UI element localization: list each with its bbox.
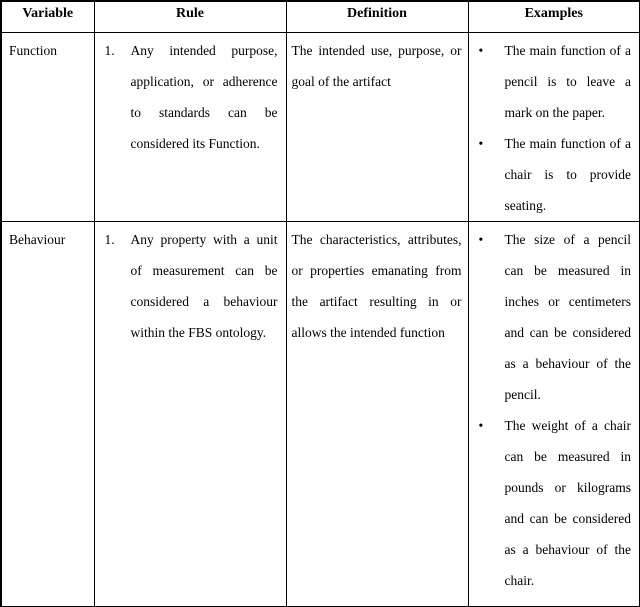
bullet-icon: • — [478, 418, 484, 433]
numbered-list-item — [105, 35, 278, 159]
col-header-examples: Examples — [468, 1, 640, 33]
bullet-list-item — [479, 410, 632, 596]
definition-text: The characteristics, attributes, or properties emanating from the artifact resulting in or allows the intended function — [291, 232, 462, 340]
example-text: The weight of a chair can be measured in pounds or kilograms and can be considered as a behaviour of the chair. — [504, 418, 631, 588]
example-text: The main function of a pencil is to leave a mark on the paper. — [504, 43, 631, 120]
bullet-list-item — [479, 128, 632, 221]
definition-text: The intended use, purpose, or goal of the artifact — [291, 43, 462, 89]
example-text: The main function of a chair is to provide seating. — [504, 136, 631, 213]
bullet-list-item — [479, 35, 632, 128]
list-number: 1. — [104, 232, 115, 247]
table-row-function — [1, 33, 640, 222]
example-text: The size of a pencil can be measured in inches or centimeters and can be considered as a behaviour of the pencil. — [504, 232, 631, 402]
bullet-icon: • — [478, 232, 484, 247]
numbered-list-item — [105, 224, 278, 348]
cell-behaviour-examples — [468, 222, 640, 607]
header-row — [1, 1, 640, 33]
cell-function-variable: Function — [1, 33, 94, 222]
table-row-behaviour — [1, 222, 640, 607]
cell-function-rule — [94, 33, 286, 222]
col-header-variable: Variable — [1, 1, 94, 33]
cell-behaviour-definition — [286, 222, 468, 607]
bullet-icon: • — [478, 136, 484, 151]
cell-behaviour-variable: Behaviour — [1, 222, 94, 607]
cell-function-definition — [286, 33, 468, 222]
list-number: 1. — [104, 43, 115, 58]
rule-text: Any property with a unit of measurement can be considered a behaviour within the FBS ontology. — [130, 232, 278, 340]
cell-behaviour-rule — [94, 222, 286, 607]
bullet-list-item — [479, 224, 632, 410]
rule-text: Any intended purpose, application, or adherence to standards can be considered its Function. — [130, 43, 278, 151]
col-header-definition: Definition — [286, 1, 468, 33]
bullet-icon: • — [478, 43, 484, 58]
cell-function-examples — [468, 33, 640, 222]
col-header-rule: Rule — [94, 1, 286, 33]
